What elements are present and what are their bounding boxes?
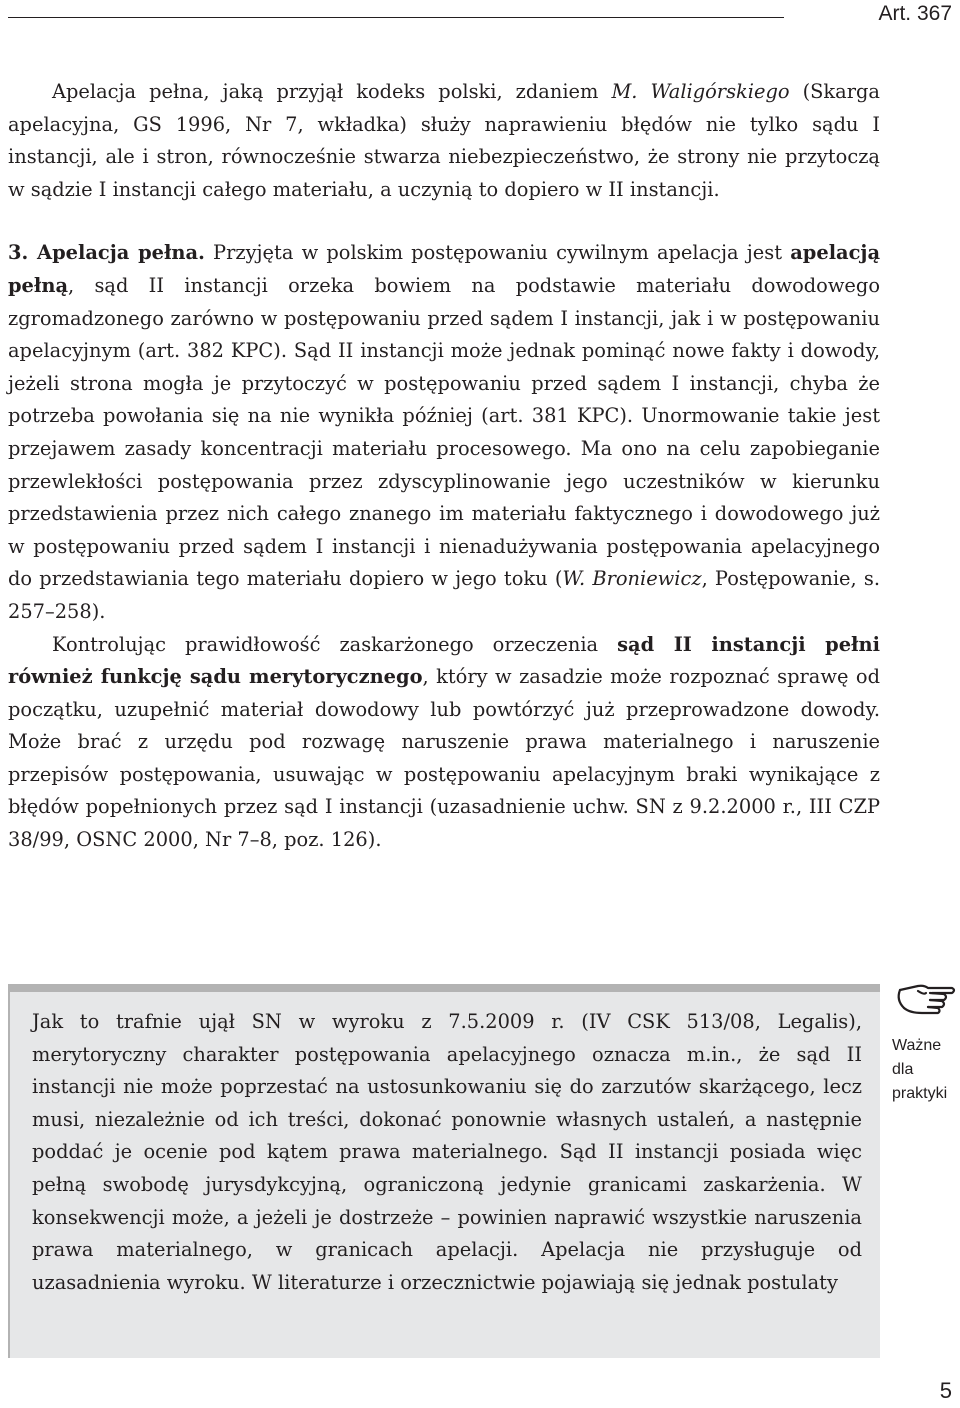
paragraph-1 xyxy=(8,76,880,206)
practice-callout-box xyxy=(8,984,880,1358)
callout-text xyxy=(32,1006,862,1299)
paragraph-2-text-c: , Postępowanie, s. 257–258). xyxy=(8,567,880,623)
running-head xyxy=(8,0,952,30)
paragraph-3-text-a: Kontrolując prawidłowość zaskarżonego orzeczenia xyxy=(52,632,618,656)
author-name: M. Waligórskiego xyxy=(611,80,790,103)
margin-note-line-2: dla xyxy=(892,1061,914,1078)
pointing-hand-icon xyxy=(894,980,960,1028)
section-heading: 3. Apelacja pełna. xyxy=(8,241,205,265)
margin-note xyxy=(892,980,960,1106)
paragraph-1-text-a: Apelacja pełna, jaką przyjął kodeks polski, zdaniem xyxy=(52,80,612,103)
paragraph-3 xyxy=(8,629,880,857)
paragraph-3-text-b: , który w zasadzie może rozpoznać sprawę od początku, uzupełnić materiał dowodowy lub powtórzyć już przeprowadzone dowody. Może brać z urzędu pod rozwagę naruszenie prawa materialnego i naruszenie przepisów postępowania, usuwając w postępowaniu apelacyjnym braki wynikające z błędów popełnionych przez sąd I instancji (uzasadnienie uchw. SN z 9.2.2000 r., III CZP 38/99, OSNC 2000, Nr 7–8, poz. 126). xyxy=(8,665,880,852)
article-label: Art. 367 xyxy=(878,2,952,25)
header-rule xyxy=(8,17,784,18)
callout-paragraph: Jak to trafnie ujął SN w wyroku z 7.5.2009 r. (IV CSK 513/08, Legalis), merytoryczny charakter postępowania apelacyjnego oznacza m.in., że sąd II instancji nie może poprzestać na ustosunkowaniu się do zarzutów skarżącego, lecz musi, niezależnie od ich treści, dokonać ponownie własnych ustaleń, a następnie poddać je ocenie pod kątem prawa materialnego. Sąd II instancji posiada więc pełną swobodę jurysdykcyjną, ograniczoną jedynie granicami zaskarżenia. W konsekwencji może, a jeżeli je dostrzeże – powinien naprawić wszystkie naruszenia prawa materialnego, w granicach apelacji. Apelacja nie przysługuje od uzasadnienia wyroku. W literaturze i orzecznictwie pojawiają się jednak postulaty xyxy=(32,1010,862,1294)
page-number: 5 xyxy=(939,1378,952,1403)
margin-note-line-3: praktyki xyxy=(892,1085,948,1102)
paragraph-2 xyxy=(8,237,880,628)
bold-phrase: sąd II instancji pełni również funkcję sądu merytorycznego xyxy=(8,632,880,689)
callout-top-bar xyxy=(8,984,880,992)
paragraph-2-text-a: Przyjęta w polskim postępowaniu cywilnym apelacja jest xyxy=(204,241,791,265)
callout-left-rule xyxy=(8,992,10,1358)
main-text xyxy=(8,76,880,857)
paragraph-2-text-b: , sąd II instancji orzeka bowiem na podstawie materiału dowodowego zgromadzonego zarówno w postępowaniu przed sądem I instancji, jak i w postępowaniu apelacyjnym (art. 382 KPC). Sąd II instancji może jednak pominąć nowe fakty i dowody, jeżeli strona mogła je przytoczyć w postępowaniu przed sądem I instancji, chyba że potrzeba powołania się na nie wynikła później (art. 381 KPC). Unormowanie takie jest przejawem zasady koncentracji materiału procesowego. Ma ono na celu zapobieganie przewlekłości postępowania przez zdyscyplinowanie jego uczestników w kierunku przedstawienia przez nich całego znanego im materiału faktycznego i dowodowego już w postępowaniu przed sądem I instancji i nienadużywania postępowania apelacyjnego do przedstawiania tego materiału dopiero w jego toku ( xyxy=(8,273,880,591)
citation-author: W. Broniewicz xyxy=(562,567,702,591)
paragraph-1-text-b: (Skarga apelacyjna, GS 1996, Nr 7, wkładka) służy naprawieniu błędów nie tylko sądu I instancji, ale i stron, równocześnie stwarza niebezpieczeństwo, że strony nie przytoczą w sądzie I instancji całego materiału, a uczynią to dopiero w II instancji. xyxy=(8,80,880,201)
bold-term: apelacją pełną xyxy=(8,241,881,297)
margin-note-line-1: Ważne xyxy=(892,1037,942,1054)
